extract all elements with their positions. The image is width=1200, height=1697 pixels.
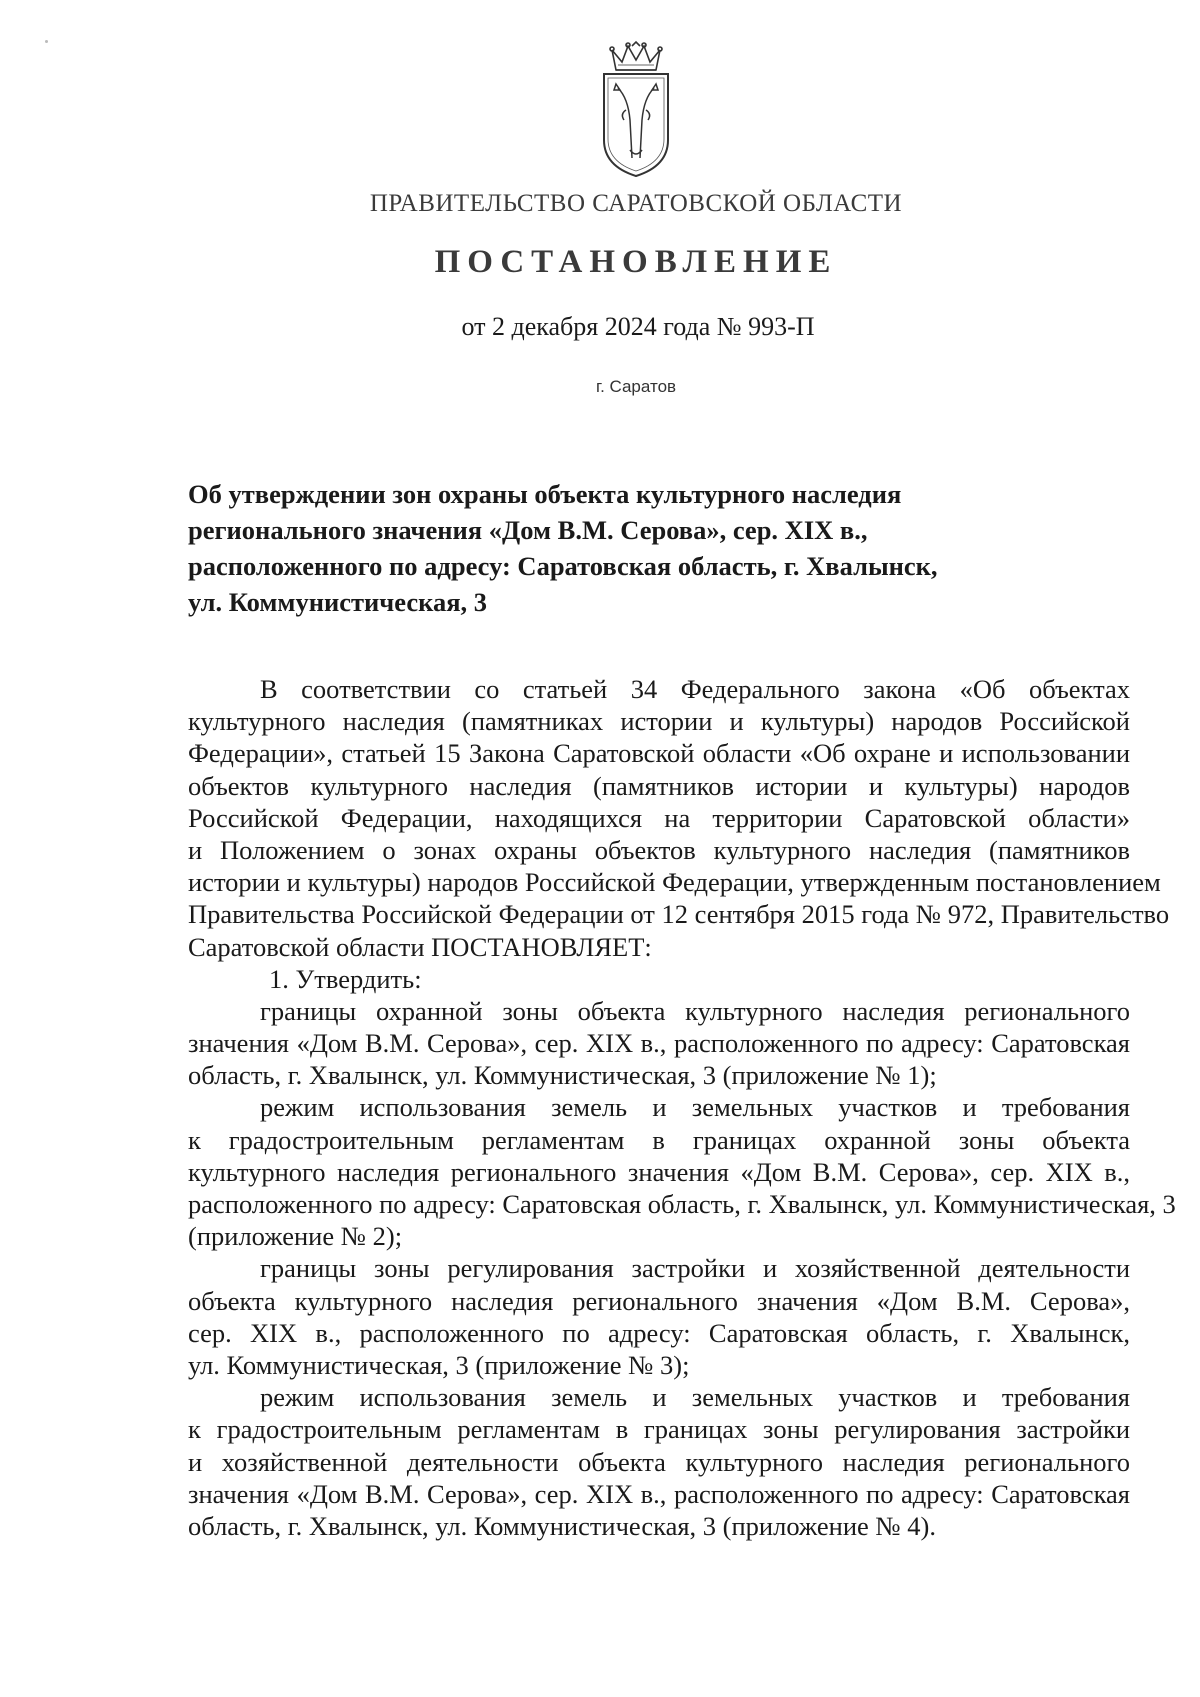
saratov-coat-of-arms-icon <box>598 40 674 180</box>
preamble-line: культурного наследия (памятниках истории и культуры) народов Российской <box>188 706 1130 737</box>
government-title: ПРАВИТЕЛЬСТВО САРАТОВСКОЙ ОБЛАСТИ <box>369 190 903 217</box>
clause-2-line: культурного наследия регионального значения «Дом В.М. Серова», сер. XIX в., <box>188 1156 1130 1187</box>
clause-4-line: и хозяйственной деятельности объекта культурного наследия регионального <box>188 1446 1130 1477</box>
preamble-line: Саратовской области ПОСТАНОВЛЯЕТ: <box>188 931 652 962</box>
clause-3-line: границы зоны регулирования застройки и хозяйственной деятельности <box>260 1253 1130 1284</box>
preamble-line: В соответствии со статьей 34 Федерального закона «Об объектах <box>260 674 1130 704</box>
clause-2-line: к градостроительным регламентам в границах охранной зоны объекта <box>188 1124 1130 1155</box>
clause-4-line: режим использования земель и земельных участков и требования <box>260 1382 1130 1413</box>
document-subject <box>188 476 948 620</box>
subject-line: расположенного по адресу: Саратовская область, г. Хвалынск, <box>188 551 938 581</box>
clause-4-line: область, г. Хвалынск, ул. Коммунистическая, 3 (приложение № 4). <box>188 1510 936 1541</box>
clause-3-line: объекта культурного наследия регионального значения «Дом В.М. Серова», <box>188 1285 1130 1316</box>
clause-2-line: (приложение № 2); <box>188 1221 403 1252</box>
subject-line: регионального значения «Дом В.М. Серова», сер. XIX в., <box>188 515 868 545</box>
clause-3-line: ул. Коммунистическая, 3 (приложение № 3); <box>188 1349 690 1380</box>
document-date-number: от 2 декабря 2024 года № 993-П <box>461 312 815 341</box>
preamble-line: и Положением о зонах охраны объектов культурного наследия (памятников <box>188 834 1130 865</box>
preamble-line: объектов культурного наследия (памятников истории и культуры) народов <box>188 770 1130 801</box>
preamble-line: Российской Федерации, находящихся на территории Саратовской области» <box>188 802 1130 833</box>
document-body <box>188 673 1176 1542</box>
preamble-line: Правительства Российской Федерации от 12 сентября 2015 года № 972, Правительство <box>188 899 1170 930</box>
clause-4-line: значения «Дом В.М. Серова», сер. XIX в., расположенного по адресу: Саратовская <box>188 1478 1130 1509</box>
subject-line: Об утверждении зон охраны объекта культурного наследия <box>188 479 902 509</box>
clause-2-line: режим использования земель и земельных участков и требования <box>260 1092 1130 1123</box>
clause-2-line: расположенного по адресу: Саратовская область, г. Хвалынск, ул. Коммунистическая, 3 <box>188 1189 1176 1219</box>
item-1: 1. Утвердить: <box>269 963 422 994</box>
document-kind: ПОСТАНОВЛЕНИЕ <box>434 244 838 280</box>
preamble-line: Федерации», статьей 15 Закона Саратовской области «Об охране и использовании <box>188 738 1130 769</box>
document-city: г. Саратов <box>595 377 677 396</box>
clause-3-line: сер. XIX в., расположенного по адресу: Саратовская область, г. Хвалынск, <box>188 1317 1130 1348</box>
preamble-line: истории и культуры) народов Российской Федерации, утвержденным постановлением <box>188 867 1161 898</box>
clause-4-line: к градостроительным регламентам в границах зоны регулирования застройки <box>188 1414 1130 1445</box>
clause-1-line: значения «Дом В.М. Серова», сер. XIX в., расположенного по адресу: Саратовская <box>188 1028 1130 1059</box>
clause-1-line: область, г. Хвалынск, ул. Коммунистическая, 3 (приложение № 1); <box>188 1060 937 1091</box>
scan-speck <box>45 40 48 43</box>
subject-line: ул. Коммунистическая, 3 <box>188 587 488 617</box>
clause-1-line: границы охранной зоны объекта культурного наследия регионального <box>260 995 1130 1026</box>
